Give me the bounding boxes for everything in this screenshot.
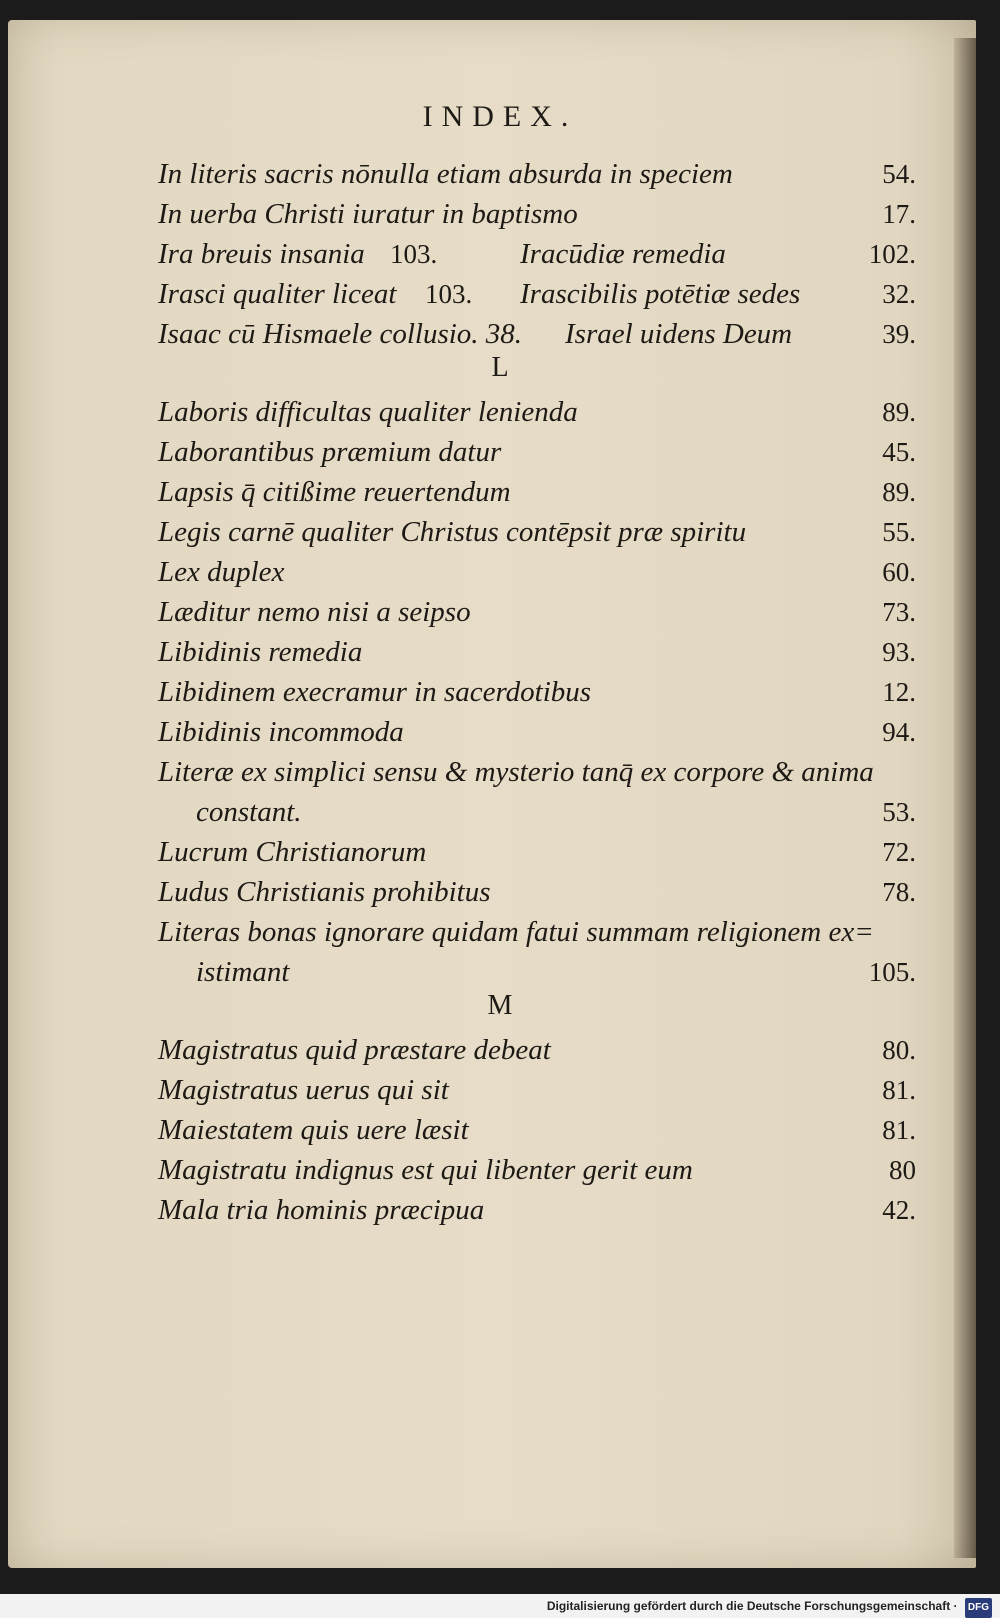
- entry-page-number: 94.: [882, 717, 916, 747]
- entry-page-number: 54.: [882, 159, 916, 189]
- entry-term: Magistratus quid præstare debeat: [158, 1034, 551, 1066]
- entry-page-number: 102.: [868, 239, 916, 269]
- entry-term: Libidinis remedia: [158, 636, 363, 668]
- entry-term: Ludus Christianis prohibitus: [158, 876, 491, 908]
- page-header: INDEX.: [422, 100, 578, 133]
- entry-page-number: 105.: [868, 957, 916, 987]
- entry-term: Isaac cū Hismaele collusio. 38.: [158, 318, 523, 350]
- dfg-logo: DFG: [965, 1598, 992, 1618]
- entry-page-number: 78.: [882, 877, 916, 907]
- index-entry: [0, 752, 1000, 792]
- entry-term: In literis sacris nōnulla etiam absurda in speciem: [158, 158, 733, 190]
- index-entry: [0, 512, 1000, 552]
- index-entry: [0, 314, 1000, 354]
- index-entry: [0, 194, 1000, 234]
- entry-term: Magistratus uerus qui sit: [158, 1074, 449, 1106]
- index-entry: [0, 154, 1000, 194]
- index-entry: [0, 1030, 1000, 1070]
- section-letter-l: L: [491, 352, 509, 383]
- entry-page-number: 45.: [882, 437, 916, 467]
- entry-page-number: 12.: [882, 677, 916, 707]
- entry-term-second: Israel uidens Deum: [565, 318, 793, 350]
- entry-term: istimant: [196, 956, 290, 988]
- index-entry: [0, 1110, 1000, 1150]
- entry-term: Laborantibus præmium datur: [158, 436, 502, 468]
- entry-page-number: 42.: [882, 1195, 916, 1225]
- entry-term: Ira breuis insania: [158, 238, 365, 270]
- index-entry: [0, 472, 1000, 512]
- entry-page-number: 73.: [882, 597, 916, 627]
- index-entry: [0, 872, 1000, 912]
- entry-term: Læditur nemo nisi a seipso: [158, 596, 471, 628]
- entry-page-number: 72.: [882, 837, 916, 867]
- entry-term: Magistratu indignus est qui libenter gerit eum: [158, 1154, 693, 1186]
- index-entry: [0, 592, 1000, 632]
- entry-term-second: Iracūdiæ remedia: [520, 238, 726, 270]
- index-entry: [0, 832, 1000, 872]
- index-entry: [0, 1150, 1000, 1190]
- entry-term: Literas bonas ignorare quidam fatui summam religionem ex=: [158, 916, 874, 948]
- entry-term: Libidinis incommoda: [158, 716, 404, 748]
- entry-term: Literæ ex simplici sensu & mysterio tanq̄ ex corpore & anima: [158, 756, 874, 788]
- index-entry: [0, 1070, 1000, 1110]
- entry-page-number: 89.: [882, 477, 916, 507]
- credit-text: Digitalisierung gefördert durch die Deutsche Forschungsgemeinschaft ·: [546, 1599, 958, 1613]
- index-entry: [0, 792, 1000, 832]
- entry-page-number: 89.: [882, 397, 916, 427]
- digitization-credit: [0, 1596, 992, 1616]
- entry-page-number: 93.: [882, 637, 916, 667]
- entry-page-number: 103.: [425, 279, 473, 309]
- entry-page-number: 55.: [882, 517, 916, 547]
- entry-term: Lex duplex: [158, 556, 285, 588]
- index-entry: [0, 432, 1000, 472]
- entry-page-number: 80: [889, 1155, 916, 1185]
- index-entry: [0, 912, 1000, 952]
- section-letter-m: M: [487, 990, 513, 1021]
- index-entry: [0, 552, 1000, 592]
- entry-page-number: 32.: [882, 279, 916, 309]
- index-entry: [0, 672, 1000, 712]
- entry-term: Mala tria hominis præcipua: [158, 1194, 485, 1226]
- entry-term: Laboris difficultas qualiter lenienda: [158, 396, 578, 428]
- entry-term-second: Irascibilis potētiæ sedes: [520, 278, 801, 310]
- entry-term: Lucrum Christianorum: [158, 836, 427, 868]
- index-entry: [0, 274, 1000, 314]
- entry-term: Irasci qualiter liceat: [158, 278, 397, 310]
- index-entry: [0, 1190, 1000, 1230]
- index-entry: [0, 712, 1000, 752]
- entry-page-number: 60.: [882, 557, 916, 587]
- index-entry: [0, 632, 1000, 672]
- entry-term: Legis carnē qualiter Christus contēpsit præ spiritu: [158, 516, 747, 548]
- index-entry: [0, 952, 1000, 992]
- entry-term: Maiestatem quis uere læsit: [158, 1114, 469, 1146]
- entry-page-number: 53.: [882, 797, 916, 827]
- entry-term: Libidinem execramur in sacerdotibus: [158, 676, 592, 708]
- entry-term: constant.: [196, 796, 302, 828]
- entry-page-number: 80.: [882, 1035, 916, 1065]
- entry-page-number: 103.: [390, 239, 438, 269]
- entry-term: Lapsis q̄ citißime reuertendum: [158, 476, 511, 508]
- index-entry: [0, 234, 1000, 274]
- entry-page-number: 81.: [882, 1075, 916, 1105]
- entry-page-number: 81.: [882, 1115, 916, 1145]
- entry-page-number: 39.: [882, 319, 916, 349]
- entry-term: In uerba Christi iuratur in baptismo: [158, 198, 578, 230]
- entry-page-number: 17.: [882, 199, 916, 229]
- index-entry: [0, 392, 1000, 432]
